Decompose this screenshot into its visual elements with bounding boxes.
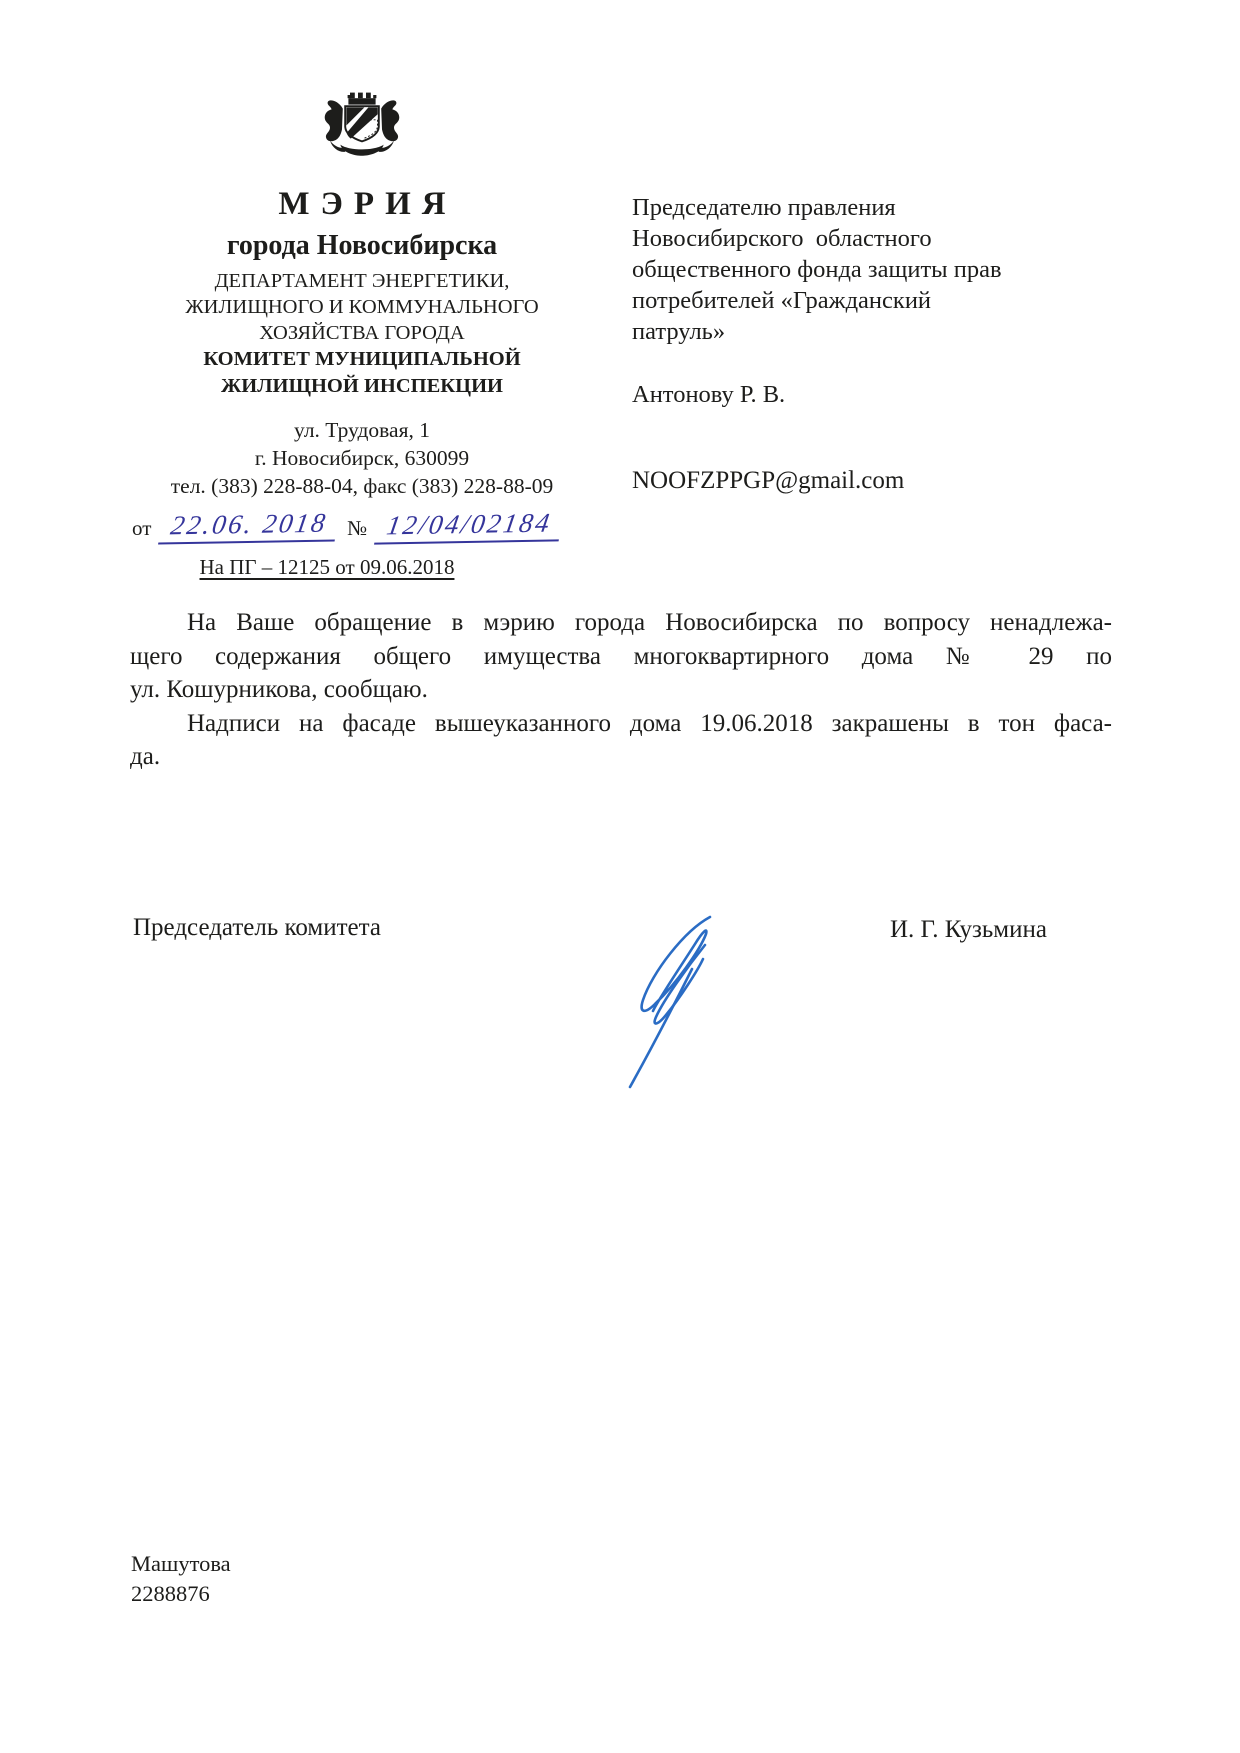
body-line: Надписи на фасаде вышеуказанного дома 19.06.2018 закрашены в тон фаса-: [187, 709, 1112, 737]
executor-phone: 2288876: [131, 1581, 210, 1606]
handwritten-signature: [606, 903, 741, 1093]
department-line: ДЕПАРТАМЕНТ ЭНЕРГЕТИКИ,: [214, 270, 510, 292]
addressee-name: Антонову Р. В.: [632, 381, 786, 408]
addressee-line: общественного фонда защиты прав: [632, 256, 1002, 283]
org-phone-fax: тел. (383) 228-88-04, факс (383) 228-88-09: [170, 474, 554, 498]
ref-date-handwritten: 22.06. 2018: [158, 507, 340, 544]
ref-from-label: от: [132, 516, 152, 540]
novosibirsk-coat-of-arms-icon: [318, 90, 406, 172]
reply-reference-text: На ПГ – 12125 от 09.06.2018: [199, 555, 455, 579]
committee-line: ЖИЛИЩНОЙ ИНСПЕКЦИИ: [221, 375, 503, 397]
executor-block: [131, 1549, 231, 1609]
org-contacts: [118, 416, 606, 500]
addressee-line: потребителей «Гражданский: [632, 287, 932, 314]
body-line: щего содержания общего имущества многоквартирного дома № 29 по: [130, 642, 1112, 670]
ref-number-handwritten: 12/04/02184: [374, 507, 564, 544]
reply-reference-line: [118, 555, 606, 580]
ref-no-label: №: [347, 516, 368, 540]
letter-body: [130, 606, 1112, 774]
org-department: [118, 268, 606, 346]
body-line: На Ваше обращение в мэрию города Новосибирска по вопросу ненадлежа-: [187, 609, 1112, 636]
org-name-city: города Новосибирска: [226, 230, 498, 261]
signer-position-title: Председатель комитета: [133, 914, 381, 941]
org-street: ул. Трудовая, 1: [294, 418, 430, 442]
committee-line: КОМИТЕТ МУНИЦИПАЛЬНОЙ: [203, 348, 521, 370]
executor-name: Машутова: [131, 1551, 231, 1576]
body-line: ул. Кошурникова, сообщаю.: [130, 676, 428, 703]
addressee-block: [632, 192, 1082, 496]
addressee-line: Новосибирского областного: [632, 225, 932, 252]
org-name-main: МЭРИЯ: [278, 186, 457, 222]
letterhead: [118, 90, 606, 580]
outgoing-ref-line: [118, 509, 606, 543]
addressee-line: патруль»: [632, 318, 726, 345]
org-committee: [118, 346, 606, 400]
addressee-email: NOOFZPPGP@gmail.com: [632, 467, 905, 494]
org-city-zip: г. Новосибирск, 630099: [254, 446, 470, 470]
department-line: ЖИЛИЩНОГО И КОММУНАЛЬНОГО: [185, 296, 539, 318]
body-line: да.: [130, 743, 161, 770]
addressee-line: Председателю правления: [632, 194, 896, 221]
department-line: ХОЗЯЙСТВА ГОРОДА: [259, 322, 465, 344]
signer-name: И. Г. Кузьмина: [890, 916, 1047, 943]
